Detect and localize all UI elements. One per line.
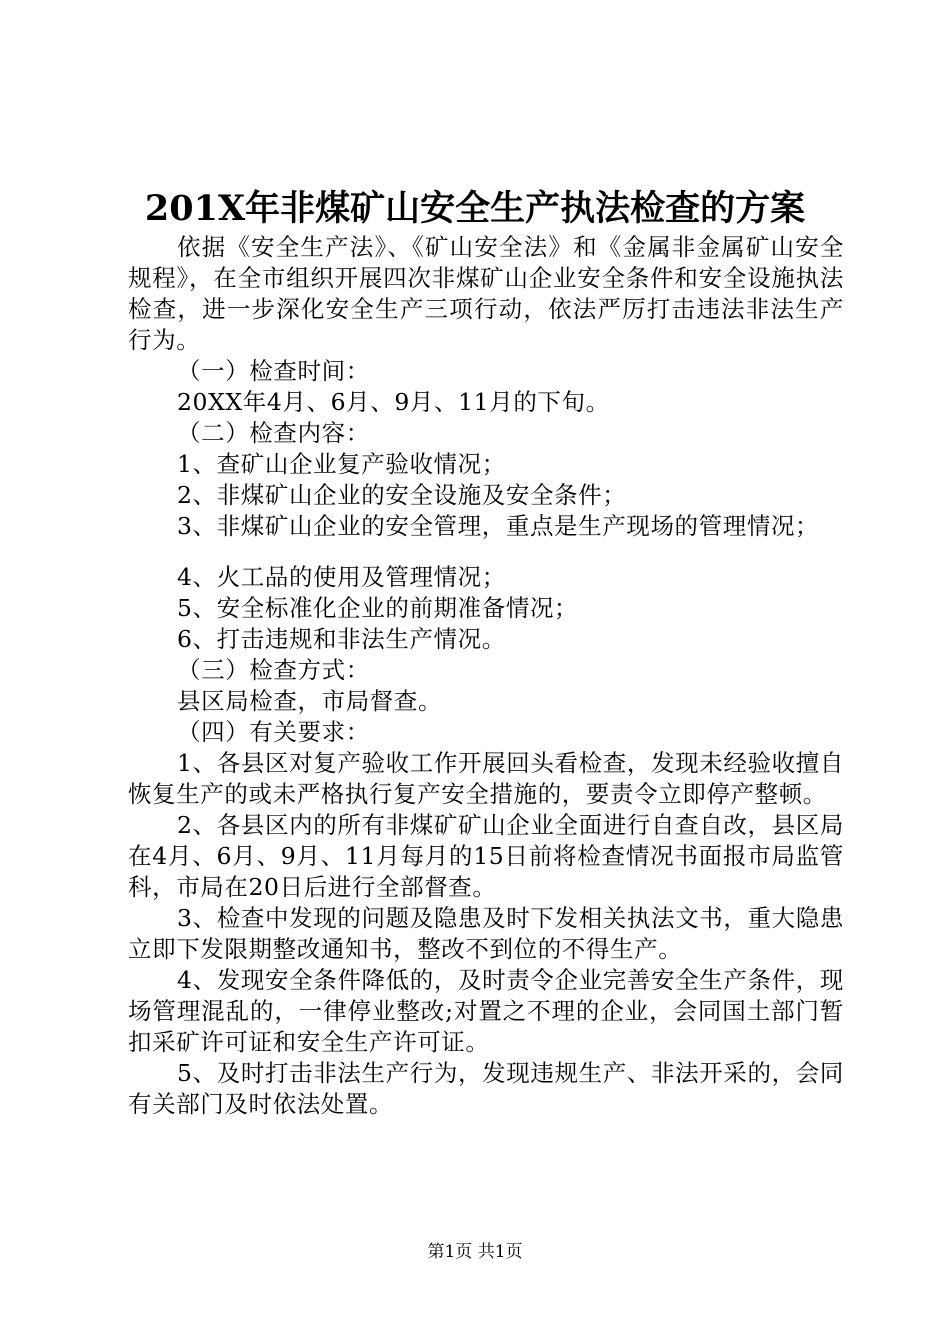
section-heading-requirements: （四）有关要求： bbox=[177, 718, 370, 746]
content-item-1: 1、查矿山企业复产验收情况； bbox=[177, 450, 506, 478]
content-item-6: 6、打击违规和非法生产情况。 bbox=[177, 625, 506, 653]
requirement-item-5: 5、及时打击非法生产行为，发现违规生产、非法开采的，会同有关部门及时依法处置。 bbox=[128, 1059, 844, 1118]
paragraph-gap bbox=[128, 542, 844, 562]
requirement-item-4: 4、发现安全条件降低的，及时责令企业完善安全生产条件，现场管理混乱的，一律停业整改;对置之不理的企业，会同国土部门暂扣采矿许可证和安全生产许可证。 bbox=[128, 966, 844, 1056]
content-item-4: 4、火工品的使用及管理情况； bbox=[177, 563, 506, 591]
section-heading-method: （三）检查方式： bbox=[177, 656, 370, 684]
content-item-3: 3、非煤矿山企业的安全管理，重点是生产现场的管理情况； bbox=[177, 512, 820, 540]
requirement-item-3: 3、检查中发现的问题及隐患及时下发相关执法文书，重大隐患立即下发限期整改通知书，整改不到位的不得生产。 bbox=[128, 904, 844, 963]
requirement-item-2: 2、各县区内的所有非煤矿矿山企业全面进行自查自改，县区局在4月、6月、9月、11月每月的15日前将检查情况书面报市局监管科，市局在20日后进行全部督查。 bbox=[128, 811, 844, 901]
content-item-2: 2、非煤矿山企业的安全设施及安全条件； bbox=[177, 481, 627, 509]
document-body bbox=[128, 232, 844, 1120]
section-heading-content: （二）检查内容： bbox=[177, 419, 370, 447]
inspection-method-text: 县区局检查，市局督查。 bbox=[177, 687, 443, 715]
document-title: 201X年非煤矿山安全生产执法检查的方案 bbox=[144, 188, 806, 229]
inspection-time-text: 20XX年4月、6月、9月、11月的下旬。 bbox=[177, 388, 610, 416]
requirement-item-1: 1、各县区对复产验收工作开展回头看检查，发现未经验收擅自恢复生产的或未严格执行复产安全措施的，要责令立即停产整顿。 bbox=[128, 749, 844, 808]
section-heading-time: （一）检查时间： bbox=[177, 357, 370, 385]
page-number-footer: 第1页 共1页 bbox=[427, 1242, 523, 1262]
intro-paragraph: 依据《安全生产法》、《矿山安全法》和《金属非金属矿山安全规程》，在全市组织开展四次非煤矿山企业安全条件和安全设施执法检查，进一步深化安全生产三项行动，依法严厉打击违法非法生产行为。 bbox=[128, 233, 844, 354]
content-item-5: 5、安全标准化企业的前期准备情况； bbox=[177, 594, 579, 622]
